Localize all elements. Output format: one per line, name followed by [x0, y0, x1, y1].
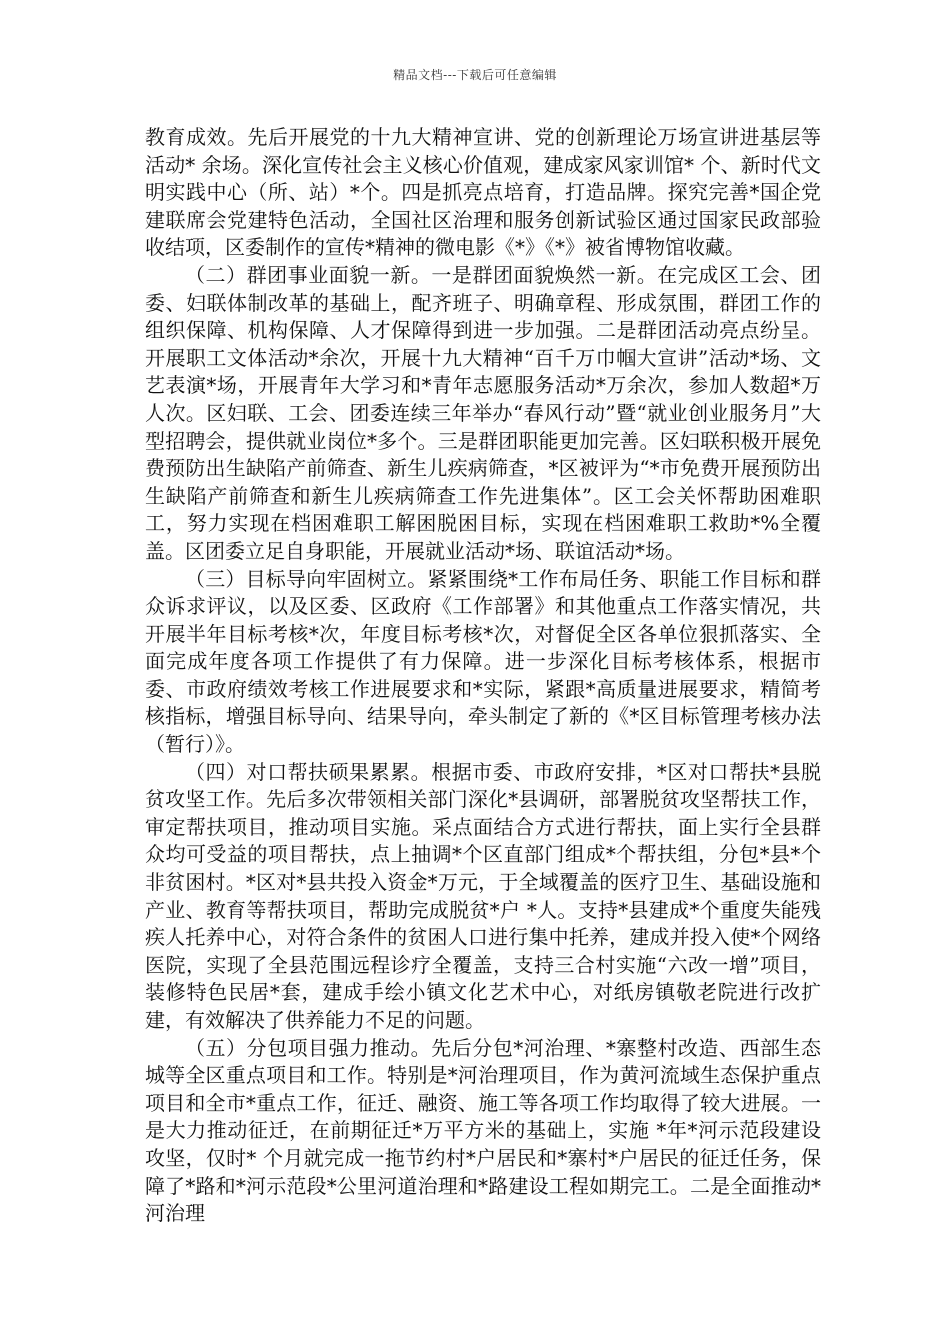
page-header: 精品文档---下载后可任意编辑	[393, 68, 557, 82]
paragraph-section-4: （四）对口帮扶硕果累累。根据市委、市政府安排，*区对口帮扶*县脱贫攻坚工作。先后多次带领相关部门深化*县调研，部署脱贫攻坚帮扶工作，审定帮扶项目，推动项目实施。采点面结合方式进行帮扶，面上实行全县群众均可受益的项目帮扶，点上抽调*个区直部门组成*个帮扶组，分包*县*个非贫困村。*区对*县共投入资金*万元，于全域覆盖的医疗卫生、基础设施和产业、教育等帮扶项目，帮助完成脱贫*户 *人。支持*县建成*个重度失能残疾人托养中心，对符合条件的贫困人口进行集中托养，建成并投入使*个网络医院，实现了全县范围远程诊疗全覆盖，支持三合村实施“六改一增”项目，装修特色民居*套，建成手绘小镇文化艺术中心，对纸房镇敬老院进行改扩建，有效解决了供养能力不足的问题。	[145, 759, 821, 1032]
paragraph-section-2: （二）群团事业面貌一新。一是群团面貌焕然一新。在完成区工会、团委、妇联体制改革的基础上，配齐班子、明确章程、形成氛围，群团工作的组织保障、机构保障、人才保障得到进一步加强。二是群团活动亮点纷呈。开展职工文体活动*余次，开展十九大精神“百千万巾帼大宣讲”活动*场、文艺表演*场，开展青年大学习和*青年志愿服务活动*万余次，参加人数超*万人次。区妇联、工会、团委连续三年举办“春风行动”暨“就业创业服务月”大型招聘会，提供就业岗位*多个。三是群团职能更加完善。区妇联积极开展免费预防出生缺陷产前筛查、新生儿疾病筛查，*区被评为“*市免费开展预防出生缺陷产前筛查和新生儿疾病筛查工作先进集体”。区工会关怀帮助困难职工，努力实现在档困难职工解困脱困目标，实现在档困难职工救助*%全覆盖。区团委立足自身职能，开展就业活动*场、联谊活动*场。	[145, 262, 821, 563]
paragraph-continued: 教育成效。先后开展党的十九大精神宣讲、党的创新理论万场宣讲进基层等活动* 余场。深化宣传社会主义核心价值观，建成家风家训馆* 个、新时代文明实践中心（所、站）*个。四是抓亮点培育，打造品牌。探究完善*国企党建联席会党建特色活动，全国社区治理和服务创新试验区通过国家民政部验收结项，区委制作的宣传*精神的微电影《*》《*》被省博物馆收藏。	[145, 125, 821, 260]
paragraph-section-3: （三）目标导向牢固树立。紧紧围绕*工作布局任务、职能工作目标和群众诉求评议，以及区委、区政府《工作部署》和其他重点工作落实情况，共开展半年目标考核*次，年度目标考核*次，对督促全区各单位狠抓落实、全面完成年度各项工作提供了有力保障。进一步深化目标考核体系，根据市委、市政府绩效考核工作进展要求和*实际，紧跟*高质量进展要求，精简考核指标，增强目标导向、结果导向，牵头制定了新的《*区目标管理考核办法（暂行）》。	[145, 566, 821, 757]
paragraph-section-5: （五）分包项目强力推动。先后分包*河治理、*寨整村改造、西部生态城等全区重点项目和工作。特别是*河治理项目，作为黄河流域生态保护重点项目和全市*重点工作，征迁、融资、施工等各项工作均取得了较大进展。一是大力推动征迁，在前期征迁*万平方米的基础上，实施 *年*河示范段建设攻坚，仅时* 个月就完成一拖节约村*户居民和*寨村*户居民的征迁任务，保障了*路和*河示范段*公里河道治理和*路建设工程如期完工。二是全面推动*河治理	[145, 1035, 821, 1226]
document-body	[145, 124, 821, 1228]
